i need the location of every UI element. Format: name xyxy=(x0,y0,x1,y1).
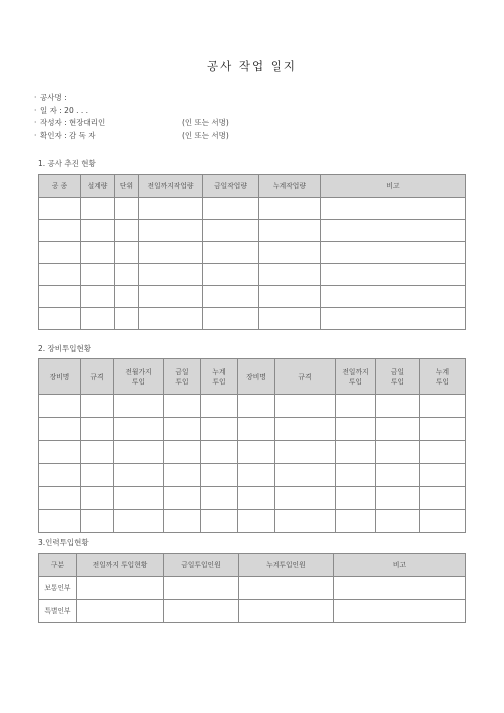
col-header: 구분 xyxy=(39,554,77,577)
row-header: 특별인부 xyxy=(39,600,77,623)
signature-note: (인 또는 서명) xyxy=(182,130,229,140)
col-header: 비고 xyxy=(334,554,466,577)
bullet: · xyxy=(34,105,37,115)
table-cell[interactable] xyxy=(39,441,81,464)
table-cell[interactable] xyxy=(39,198,81,220)
table-cell[interactable] xyxy=(238,487,275,510)
info-block xyxy=(34,92,229,142)
table-cell[interactable] xyxy=(321,286,466,308)
table-header-row xyxy=(39,359,466,395)
table-cell[interactable] xyxy=(139,220,203,242)
col-header: 금일작업량 xyxy=(203,175,259,198)
table-cell[interactable] xyxy=(420,510,466,533)
table-header-row xyxy=(39,175,466,198)
table-cell[interactable] xyxy=(275,464,336,487)
table-cell[interactable] xyxy=(115,198,139,220)
table-cell[interactable] xyxy=(39,395,81,418)
col-header: 단위 xyxy=(115,175,139,198)
table-cell[interactable] xyxy=(420,395,466,418)
table-cell[interactable] xyxy=(81,418,114,441)
table-cell[interactable] xyxy=(420,487,466,510)
col-header: 전일까지 투입 xyxy=(336,359,376,395)
table-cell[interactable] xyxy=(376,441,420,464)
table-row xyxy=(39,242,466,264)
table-cell[interactable] xyxy=(39,242,81,264)
table-cell[interactable] xyxy=(238,510,275,533)
table-cell[interactable] xyxy=(259,264,321,286)
info-row-date xyxy=(34,105,105,118)
col-header: 설계량 xyxy=(81,175,115,198)
table-row xyxy=(39,395,466,418)
col-header: 전일까지 투입현황 xyxy=(77,554,164,577)
table-cell[interactable] xyxy=(203,220,259,242)
table-row xyxy=(39,464,466,487)
table-cell[interactable] xyxy=(275,418,336,441)
table-cell[interactable] xyxy=(201,441,238,464)
info-text: 공사명 : xyxy=(40,93,67,102)
table-cell[interactable] xyxy=(321,198,466,220)
section-2-heading: 2. 장비투입현황 xyxy=(38,344,92,353)
info-row-project xyxy=(34,92,105,105)
col-header: 비고 xyxy=(321,175,466,198)
col-header: 규격 xyxy=(81,359,114,395)
table-row xyxy=(39,264,466,286)
table-cell[interactable] xyxy=(139,308,203,330)
table-row xyxy=(39,198,466,220)
table-cell[interactable] xyxy=(81,395,114,418)
col-header: 장비명 xyxy=(238,359,275,395)
table-cell[interactable] xyxy=(201,510,238,533)
table-cell[interactable] xyxy=(81,464,114,487)
table-cell[interactable] xyxy=(376,487,420,510)
table-cell[interactable] xyxy=(164,577,239,600)
table-cell[interactable] xyxy=(201,395,238,418)
table-cell[interactable] xyxy=(259,286,321,308)
info-text: 확인자 : 감 독 자 xyxy=(40,130,96,140)
table-cell[interactable] xyxy=(420,418,466,441)
col-header: 금일투입인원 xyxy=(164,554,239,577)
bullet: · xyxy=(34,93,37,102)
table-cell[interactable] xyxy=(114,395,164,418)
table-cell[interactable] xyxy=(334,577,466,600)
col-header: 누계 투입 xyxy=(420,359,466,395)
table-cell[interactable] xyxy=(164,510,201,533)
table-cell[interactable] xyxy=(139,286,203,308)
table-cell[interactable] xyxy=(114,441,164,464)
table-cell[interactable] xyxy=(164,464,201,487)
table-cell[interactable] xyxy=(115,220,139,242)
table-cell[interactable] xyxy=(164,487,201,510)
table-cell[interactable] xyxy=(203,308,259,330)
table-cell[interactable] xyxy=(203,264,259,286)
table-cell[interactable] xyxy=(77,577,164,600)
section-1-heading: 1. 공사 추진 현황 xyxy=(38,159,96,168)
table-cell[interactable] xyxy=(81,220,115,242)
table-cell[interactable] xyxy=(203,198,259,220)
document-title: 공사 작업 일지 xyxy=(207,59,297,73)
table-cell[interactable] xyxy=(139,264,203,286)
table-cell[interactable] xyxy=(336,487,376,510)
table-row xyxy=(39,286,466,308)
col-header: 규격 xyxy=(275,359,336,395)
table-cell[interactable] xyxy=(239,577,334,600)
bullet: · xyxy=(34,118,37,127)
table-cell[interactable] xyxy=(164,418,201,441)
table-cell[interactable] xyxy=(139,242,203,264)
table-cell[interactable] xyxy=(201,464,238,487)
section-3-heading: 3.인력투입현황 xyxy=(38,538,89,547)
table-cell[interactable] xyxy=(259,198,321,220)
table-cell[interactable] xyxy=(81,487,114,510)
table-header-row xyxy=(39,554,466,577)
table-cell[interactable] xyxy=(39,264,81,286)
table-row xyxy=(39,441,466,464)
table-cell[interactable] xyxy=(114,487,164,510)
col-header: 금일 투입 xyxy=(164,359,201,395)
table-cell[interactable] xyxy=(420,464,466,487)
col-header: 누계투입인원 xyxy=(239,554,334,577)
table-cell[interactable] xyxy=(114,464,164,487)
table-cell[interactable] xyxy=(164,395,201,418)
table-cell[interactable] xyxy=(77,600,164,623)
manpower-table xyxy=(38,553,466,623)
col-header: 장비명 xyxy=(39,359,81,395)
row-header: 보통인부 xyxy=(39,577,77,600)
table-cell[interactable] xyxy=(275,487,336,510)
bullet: · xyxy=(34,130,37,140)
table-cell[interactable] xyxy=(259,220,321,242)
table-cell[interactable] xyxy=(114,418,164,441)
table-row xyxy=(39,220,466,242)
table-cell[interactable] xyxy=(376,418,420,441)
table-cell[interactable] xyxy=(336,441,376,464)
info-row-writer xyxy=(34,117,229,130)
info-text: 일 자 : 20 . . . xyxy=(40,105,89,115)
table-cell[interactable] xyxy=(238,395,275,418)
table-cell[interactable] xyxy=(275,395,336,418)
signature-note: (인 또는 서명) xyxy=(182,118,229,127)
table-cell[interactable] xyxy=(81,510,114,533)
table-cell[interactable] xyxy=(39,418,81,441)
table-cell[interactable] xyxy=(420,441,466,464)
table-cell[interactable] xyxy=(239,600,334,623)
table-row xyxy=(39,600,466,623)
table-cell[interactable] xyxy=(39,220,81,242)
table-cell[interactable] xyxy=(336,418,376,441)
table-cell[interactable] xyxy=(238,464,275,487)
table-cell[interactable] xyxy=(81,308,115,330)
table-cell[interactable] xyxy=(376,395,420,418)
table-cell[interactable] xyxy=(321,220,466,242)
table-cell[interactable] xyxy=(376,464,420,487)
table-cell[interactable] xyxy=(201,487,238,510)
col-header: 공 종 xyxy=(39,175,81,198)
table-cell[interactable] xyxy=(201,418,238,441)
table-cell[interactable] xyxy=(336,464,376,487)
table-cell[interactable] xyxy=(321,308,466,330)
table-row xyxy=(39,577,466,600)
table-cell[interactable] xyxy=(115,286,139,308)
table-row xyxy=(39,418,466,441)
table-cell[interactable] xyxy=(275,441,336,464)
info-row-checker xyxy=(34,130,229,143)
table-cell[interactable] xyxy=(139,198,203,220)
table-cell[interactable] xyxy=(376,510,420,533)
table-cell[interactable] xyxy=(164,441,201,464)
table-cell[interactable] xyxy=(203,286,259,308)
table-cell[interactable] xyxy=(39,510,81,533)
table-cell[interactable] xyxy=(115,308,139,330)
table-cell[interactable] xyxy=(321,264,466,286)
col-header: 전일까지작업량 xyxy=(139,175,203,198)
col-header: 금일 투입 xyxy=(376,359,420,395)
table-cell[interactable] xyxy=(81,198,115,220)
table-row xyxy=(39,510,466,533)
col-header: 누계작업량 xyxy=(259,175,321,198)
table-cell[interactable] xyxy=(203,242,259,264)
table-cell[interactable] xyxy=(39,464,81,487)
table-cell[interactable] xyxy=(238,418,275,441)
col-header: 전월가지 투입 xyxy=(114,359,164,395)
table-cell[interactable] xyxy=(259,242,321,264)
table-cell[interactable] xyxy=(336,510,376,533)
table-cell[interactable] xyxy=(115,264,139,286)
progress-table xyxy=(38,174,466,330)
table-cell[interactable] xyxy=(81,441,114,464)
table-cell[interactable] xyxy=(81,264,115,286)
table-row xyxy=(39,487,466,510)
table-row xyxy=(39,308,466,330)
table-cell[interactable] xyxy=(39,308,81,330)
table-cell[interactable] xyxy=(115,242,139,264)
table-cell[interactable] xyxy=(114,510,164,533)
table-cell[interactable] xyxy=(238,441,275,464)
table-cell[interactable] xyxy=(259,308,321,330)
table-cell[interactable] xyxy=(334,600,466,623)
table-cell[interactable] xyxy=(321,242,466,264)
table-cell[interactable] xyxy=(39,487,81,510)
table-cell[interactable] xyxy=(81,242,115,264)
col-header: 누계 투입 xyxy=(201,359,238,395)
equipment-table xyxy=(38,358,466,533)
table-cell[interactable] xyxy=(164,600,239,623)
table-cell[interactable] xyxy=(81,286,115,308)
table-cell[interactable] xyxy=(39,286,81,308)
table-cell[interactable] xyxy=(275,510,336,533)
info-text: 작성자 : 현장대리인 xyxy=(40,118,106,127)
table-cell[interactable] xyxy=(336,395,376,418)
